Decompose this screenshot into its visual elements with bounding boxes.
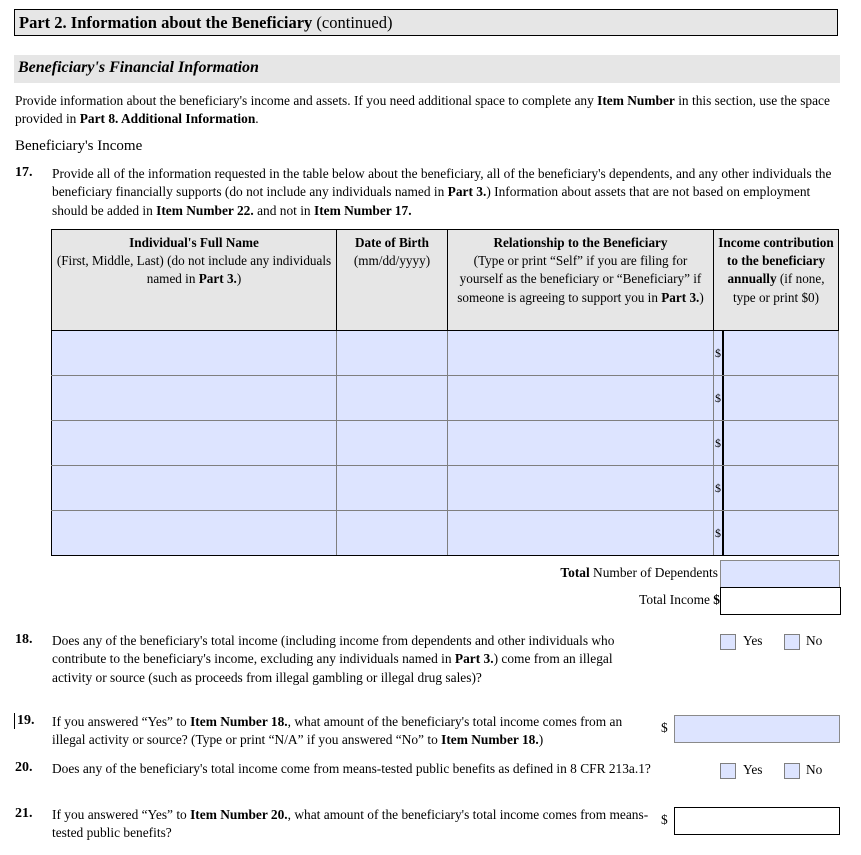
col2-title: Date of Birth bbox=[355, 235, 429, 250]
q18-text-1: Does any of the beneficiary's total income (including income from dependents and other individuals who contribute to the beneficiary's income, excluding any individuals named in bbox=[52, 633, 615, 667]
col4-title: Income contribution to the beneficiary annually bbox=[718, 235, 834, 287]
total-income-dollar: $ bbox=[713, 592, 720, 607]
col-header-dob bbox=[337, 230, 448, 331]
dob-cell[interactable] bbox=[337, 466, 448, 511]
q18-yes-label: Yes bbox=[743, 633, 763, 648]
col3-title: Relationship to the Beneficiary bbox=[493, 235, 668, 250]
q18-text bbox=[52, 632, 652, 687]
income-cell[interactable] bbox=[714, 511, 839, 556]
section-header bbox=[14, 55, 840, 83]
income-input[interactable] bbox=[724, 421, 838, 465]
intro-text: Provide information about the beneficiary's income and assets. If you need additional space to complete any bbox=[15, 93, 598, 108]
relationship-cell[interactable] bbox=[448, 511, 714, 556]
q19-bold-item18-b: Item Number 18. bbox=[441, 732, 539, 748]
q20-number: 20. bbox=[15, 760, 33, 775]
q21-text-2: , what amount of the beneficiary's total income comes from means-tested public benefits? bbox=[52, 807, 649, 841]
q18-yes-checkbox[interactable] bbox=[720, 634, 736, 650]
income-cell[interactable] bbox=[714, 376, 839, 421]
name-cell[interactable] bbox=[52, 466, 337, 511]
total-income-text: Total Income bbox=[639, 592, 714, 607]
q19-text-3: ) bbox=[538, 732, 544, 748]
dob-cell[interactable] bbox=[337, 331, 448, 376]
relationship-cell[interactable] bbox=[448, 466, 714, 511]
q17-bold-item17: Item Number 17. bbox=[313, 202, 412, 218]
col-header-income bbox=[714, 230, 839, 331]
name-cell[interactable] bbox=[52, 421, 337, 466]
relationship-cell[interactable] bbox=[448, 376, 714, 421]
q17-text-3: and not in bbox=[253, 202, 314, 218]
table-row bbox=[52, 376, 839, 421]
name-cell[interactable] bbox=[52, 331, 337, 376]
table-row bbox=[52, 511, 839, 556]
text-cursor bbox=[14, 713, 15, 729]
col1-title: Individual's Full Name bbox=[129, 235, 259, 250]
income-cell[interactable] bbox=[714, 421, 839, 466]
q18-no-checkbox[interactable] bbox=[784, 634, 800, 650]
col3-bold-part3: Part 3. bbox=[661, 289, 700, 305]
income-cell[interactable] bbox=[714, 466, 839, 511]
total-income-input[interactable] bbox=[720, 587, 841, 615]
dob-cell[interactable] bbox=[337, 376, 448, 421]
col3-sub: (Type or print “Self” if you are filing for yourself as the beneficiary or “Beneficiary” if someone is agreeing to support you in bbox=[457, 253, 702, 305]
col3-sub-end: ) bbox=[699, 289, 704, 305]
part-title-continued: (continued) bbox=[312, 13, 393, 32]
q21-number: 21. bbox=[15, 806, 33, 821]
q20-yes-checkbox[interactable] bbox=[720, 763, 736, 779]
q19-amount-input[interactable] bbox=[674, 715, 840, 743]
intro-paragraph bbox=[15, 92, 835, 129]
total-dependents-label bbox=[560, 565, 718, 581]
q17-bold-item22: Item Number 22. bbox=[156, 202, 254, 218]
name-cell[interactable] bbox=[52, 511, 337, 556]
q17-text-1: Provide all of the information requested in the table below about the beneficiary, all of the beneficiary's dependents, and any other individuals the beneficiary financially supports (do not include any individuals named in bbox=[52, 166, 832, 200]
q19-bold-item18: Item Number 18. bbox=[190, 714, 288, 729]
dollar-sign: $ bbox=[715, 436, 721, 450]
intro-bold-part8: Part 8. Additional Information bbox=[79, 111, 256, 127]
col1-sub: (First, Middle, Last) (do not include any individuals named in bbox=[56, 253, 332, 287]
col-header-relationship bbox=[448, 230, 714, 331]
income-input[interactable] bbox=[724, 331, 838, 375]
table-row bbox=[52, 331, 839, 376]
income-cell[interactable] bbox=[714, 331, 839, 376]
income-input[interactable] bbox=[724, 466, 838, 510]
dollar-sign: $ bbox=[715, 481, 721, 495]
dollar-sign: $ bbox=[715, 391, 721, 405]
intro-text-2: in this section, use the space provided in bbox=[15, 93, 830, 127]
table-row bbox=[52, 421, 839, 466]
col2-sub: (mm/dd/yyyy) bbox=[353, 253, 431, 269]
subheading-beneficiary-income: Beneficiary's Income bbox=[15, 138, 143, 154]
q18-text-2: ) come from an illegal activity or source (such as proceeds from illegal gambling or illegal drug sales)? bbox=[52, 651, 613, 685]
q21-text-1: If you answered “Yes” to bbox=[52, 807, 191, 822]
q20-yes-label: Yes bbox=[743, 762, 763, 777]
q17-bold-part3: Part 3. bbox=[447, 184, 487, 200]
dob-cell[interactable] bbox=[337, 421, 448, 466]
intro-text-3: . bbox=[255, 111, 259, 127]
q17-number: 17. bbox=[15, 165, 33, 180]
q19-dollar: $ bbox=[661, 720, 668, 735]
q20-no-label: No bbox=[806, 762, 823, 777]
q20-no-checkbox[interactable] bbox=[784, 763, 800, 779]
col1-sub-end: ) bbox=[236, 271, 242, 287]
q17-text bbox=[52, 165, 832, 220]
q20-text: Does any of the beneficiary's total income come from means-tested public benefits as defined in 8 CFR 213a.1? bbox=[52, 761, 651, 776]
q21-dollar: $ bbox=[661, 812, 668, 827]
dollar-sign: $ bbox=[715, 346, 721, 360]
q19-text-1: If you answered “Yes” to bbox=[52, 714, 191, 729]
intro-bold-item-number: Item Number bbox=[597, 93, 675, 108]
dollar-sign: $ bbox=[715, 526, 721, 540]
q18-bold-part3: Part 3. bbox=[454, 651, 494, 667]
income-input[interactable] bbox=[724, 511, 838, 555]
q21-text bbox=[52, 806, 652, 843]
dependents-table bbox=[51, 229, 839, 556]
relationship-cell[interactable] bbox=[448, 421, 714, 466]
q21-bold-item20: Item Number 20. bbox=[190, 807, 288, 822]
q21-amount-input[interactable] bbox=[674, 807, 840, 835]
table-row bbox=[52, 466, 839, 511]
total-dependents-text: Number of Dependents bbox=[589, 565, 718, 580]
name-cell[interactable] bbox=[52, 376, 337, 421]
dob-cell[interactable] bbox=[337, 511, 448, 556]
q19-text bbox=[52, 713, 652, 750]
section-title: Beneficiary's Financial Information bbox=[18, 59, 259, 76]
part-header bbox=[14, 9, 838, 36]
q19-number: 19. bbox=[17, 713, 35, 728]
q19-text-2: , what amount of the beneficiary's total income comes from an illegal activity or source? (Type or print “N/A” if you answered “No” to bbox=[52, 714, 623, 748]
part-title: Part 2. Information about the Beneficiary bbox=[19, 13, 313, 32]
total-income-label bbox=[639, 592, 720, 608]
col-header-full-name bbox=[52, 230, 337, 331]
total-bold: Total bbox=[560, 565, 590, 580]
income-input[interactable] bbox=[724, 376, 838, 420]
q18-number: 18. bbox=[15, 632, 33, 647]
relationship-cell[interactable] bbox=[448, 331, 714, 376]
col4-sub: (if none, type or print $0) bbox=[732, 271, 825, 305]
q18-no-label: No bbox=[806, 633, 823, 648]
q17-text-2: ) Information about assets that are not based on employment should be added in bbox=[52, 184, 811, 218]
col1-bold-part3: Part 3. bbox=[198, 271, 237, 287]
total-dependents-input[interactable] bbox=[720, 560, 840, 588]
